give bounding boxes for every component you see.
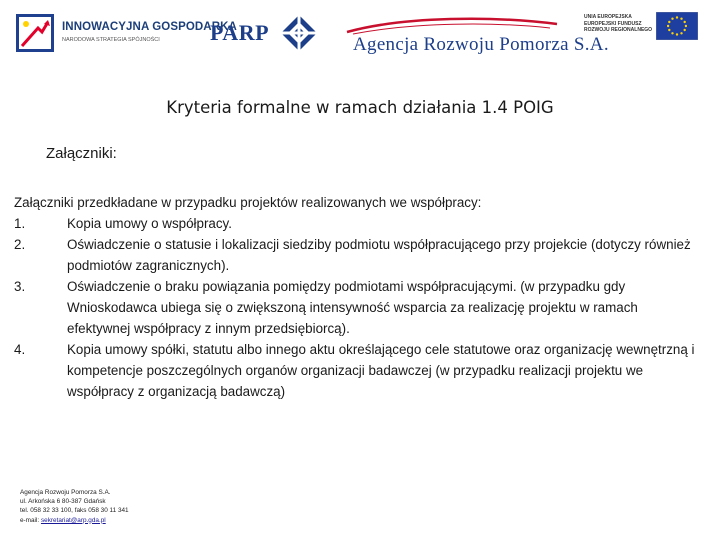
section-label: Załączniki: [46, 145, 117, 162]
ue-logo-text [584, 14, 654, 34]
list-item-number: 4. [14, 342, 26, 357]
parp-logo-text: PARP [210, 20, 270, 45]
logo-parp [210, 14, 320, 54]
arp-red-swoosh-icon [345, 14, 560, 36]
list-item-text: Kopia umowy o współpracy. [67, 216, 232, 231]
innowacyjna-gospodarka-emblem-icon [16, 14, 54, 52]
list-item [14, 213, 704, 234]
attachments-body [14, 192, 704, 402]
footer-email-row [20, 516, 129, 525]
attachments-intro: Załączniki przedkładane w przypadku projektów realizowanych we współpracy: [14, 195, 482, 210]
list-item [14, 339, 704, 402]
slide-title: Kryteria formalne w ramach działania 1.4 POIG [166, 98, 554, 117]
list-item-number: 2. [14, 237, 26, 252]
ig-logo-subtitle: NARODOWA STRATEGIA SPÓJNOŚCI [62, 37, 160, 43]
logo-innowacyjna-gospodarka [16, 14, 237, 54]
attachments-list [14, 213, 704, 402]
list-item [14, 234, 704, 276]
footer-email-link[interactable]: sekretariat@arp.gda.pl [40, 516, 106, 524]
footer-email-label: e-mail: [20, 516, 40, 524]
footer-address: ul. Arkońska 6 80-387 Gdańsk [20, 498, 106, 506]
ig-logo-title: INNOWACYJNA GOSPODARKA [62, 21, 237, 33]
footer-phone: tel. 058 32 33 100, faks 058 30 11 341 [20, 507, 129, 515]
ue-line-1: UNIA EUROPEJSKA [584, 14, 632, 20]
eu-flag-icon [656, 12, 698, 40]
ue-line-3: ROZWOJU REGIONALNEGO [584, 27, 653, 33]
list-item [14, 276, 704, 339]
parp-diamond-emblem-icon [280, 14, 318, 52]
arp-logo-text: Agencja Rozwoju Pomorza S.A. [353, 34, 609, 55]
logo-unia-europejska [584, 12, 704, 42]
footer-company: Agencja Rozwoju Pomorza S.A. [20, 489, 111, 496]
footer-contact [20, 488, 129, 525]
list-item-text: Kopia umowy spółki, statutu albo innego aktu określającego cele statutowe oraz organizację wewnętrzną i kompetencje poszczególnych organów organizacji badawczej (w przypadku realizacji projektu we współpracy z organizacją badawczą) [67, 342, 695, 399]
list-item-text: Oświadczenie o statusie i lokalizacji siedziby podmiotu współpracującego przy projekcie (dotyczy również podmiotów zagranicznych). [67, 237, 691, 273]
list-item-number: 1. [14, 216, 26, 231]
ue-line-2: EUROPEJSKI FUNDUSZ [584, 20, 642, 27]
list-item-text: Oświadczenie o braku powiązania pomiędzy podmiotami współpracującymi. (w przypadku gdy Wnioskodawca ubiega się o zwiększoną intensywność wsparcia za realizację projektu w ramach efektywnej współpracy z innym przedsiębiorcą). [67, 279, 638, 336]
list-item-number: 3. [14, 279, 26, 294]
